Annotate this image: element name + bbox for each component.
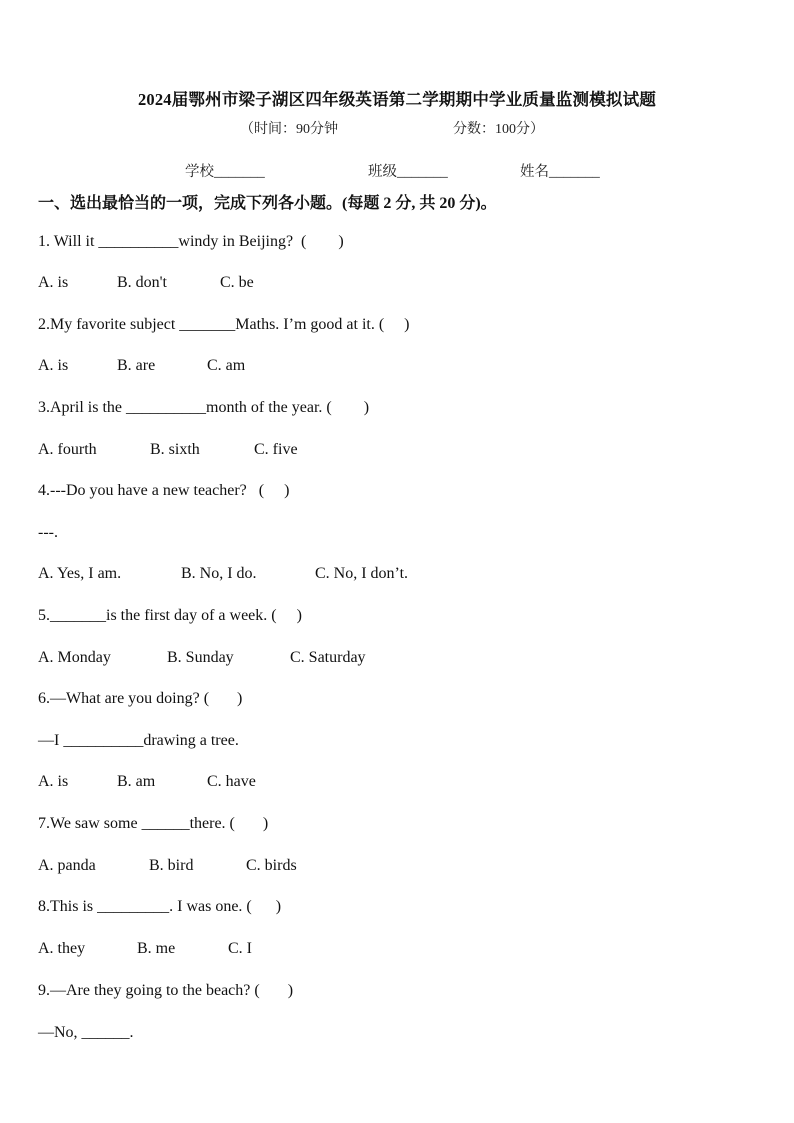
option-a: A. Monday: [38, 649, 111, 666]
option-c: C. I: [228, 940, 252, 957]
option-a: A. is: [38, 357, 69, 374]
name-field: 姓名_______: [520, 164, 600, 180]
question-7-options: [38, 857, 297, 875]
question-1-stem: 1. Will it __________windy in Beijing? ( ): [38, 233, 344, 250]
question-4-answer-line: ---.: [38, 524, 58, 541]
option-b: B. No, I do.: [181, 565, 257, 582]
school-field: 学校_______: [185, 164, 265, 180]
question-2-options: [38, 357, 245, 375]
option-b: B. Sunday: [167, 649, 234, 666]
option-b: B. bird: [149, 857, 194, 874]
question-2-stem: 2.My favorite subject _______Maths. I’m good at it. ( ): [38, 316, 410, 333]
section-heading: 一、选出最恰当的一项，完成下列各小题。(每题 2 分, 共 20 分)。: [38, 195, 497, 212]
option-b: B. are: [117, 357, 156, 374]
question-6-stem: 6.—What are you doing? ( ): [38, 690, 243, 707]
question-9-answer-line: —No, ______.: [38, 1024, 134, 1041]
option-c: C. be: [220, 274, 254, 291]
option-c: C. have: [207, 773, 256, 790]
question-4-stem: 4.---Do you have a new teacher? ( ): [38, 482, 290, 499]
question-7-stem: 7.We saw some ______there. ( ): [38, 815, 269, 832]
option-a: A. is: [38, 274, 69, 291]
option-a: A. fourth: [38, 441, 97, 458]
option-b: B. sixth: [150, 441, 200, 458]
question-8-options: [38, 940, 252, 958]
option-a: A. they: [38, 940, 86, 957]
option-a: A. Yes, I am.: [38, 565, 122, 582]
exam-score: 分数：100分）: [453, 122, 544, 137]
question-4-options: [38, 565, 408, 583]
option-a: A. panda: [38, 857, 96, 874]
question-1-options: [38, 274, 254, 292]
option-c: C. am: [207, 357, 246, 374]
question-6-answer-line: —I __________drawing a tree.: [38, 732, 239, 749]
question-6-options: [38, 773, 256, 791]
option-a: A. is: [38, 773, 69, 790]
question-5-options: [38, 649, 366, 667]
question-8-stem: 8.This is _________. I was one. ( ): [38, 898, 282, 915]
option-c: C. No, I don’t.: [315, 565, 409, 582]
option-b: B. don't: [117, 274, 167, 291]
option-c: C. birds: [246, 857, 297, 874]
question-3-stem: 3.April is the __________month of the year. ( ): [38, 399, 370, 416]
class-field: 班级_______: [368, 164, 448, 180]
exam-title: 2024届鄂州市梁子湖区四年级英语第二学期期中学业质量监测模拟试题: [137, 90, 657, 109]
option-b: B. me: [137, 940, 176, 957]
exam-time: （时间：90分钟: [240, 122, 338, 137]
question-5-stem: 5._______is the first day of a week. ( ): [38, 607, 302, 624]
option-c: C. five: [254, 441, 298, 458]
question-9-stem: 9.—Are they going to the beach? ( ): [38, 982, 294, 999]
question-3-options: [38, 441, 298, 459]
option-c: C. Saturday: [290, 649, 366, 666]
option-b: B. am: [117, 773, 156, 790]
